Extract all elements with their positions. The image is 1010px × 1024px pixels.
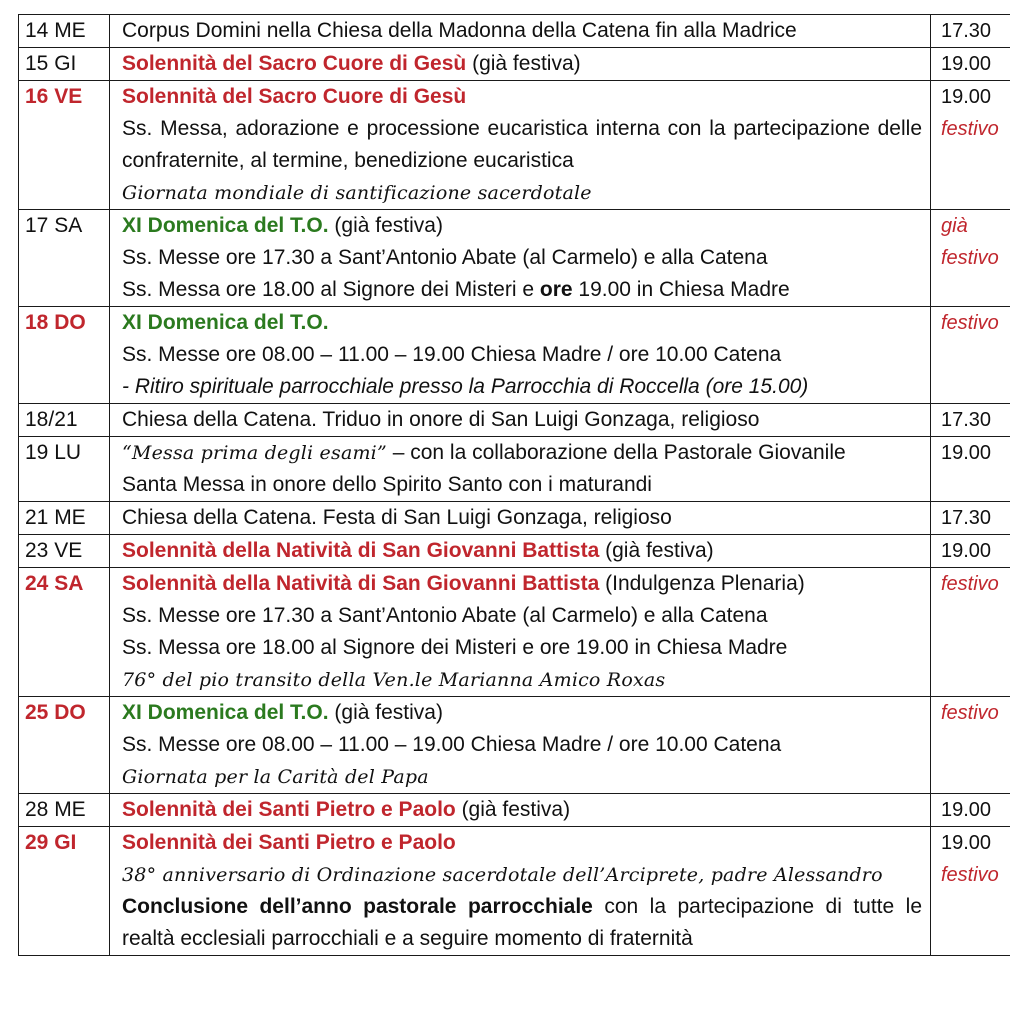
event-description (110, 404, 931, 437)
event-description (110, 535, 931, 568)
text-segment: Ss. Messa, adorazione e processione eucaristica interna con la partecipazione delle confraternite, al termine, benedizione eucaristica (122, 117, 922, 172)
event-date: 25 DO (19, 697, 110, 794)
description-line (122, 502, 922, 534)
description-line (122, 242, 922, 274)
time-label: 19.00 (941, 442, 992, 464)
event-date: 15 GI (19, 48, 110, 81)
description-line (122, 339, 922, 371)
text-segment: Ss. Messe ore 08.00 – 11.00 – 19.00 Chiesa Madre / ore 10.00 Catena (122, 343, 782, 366)
time-label: 17.30 (941, 409, 992, 431)
description-line (122, 113, 922, 177)
text-segment: Giornata per la Carità del Papa (122, 766, 429, 788)
calendar-row (19, 794, 1010, 827)
description-line (122, 404, 922, 436)
event-description (110, 697, 931, 794)
event-date: 19 LU (19, 437, 110, 502)
festivo-label: festivo (941, 118, 999, 140)
text-segment: - Ritiro spirituale parrocchiale presso la Parrocchia di Roccella (ore 15.00) (122, 375, 809, 398)
text-segment: Conclusione dell’anno pastorale parrocchiale (122, 895, 593, 918)
event-time (931, 437, 1010, 502)
event-description (110, 794, 931, 827)
description-line (122, 307, 922, 339)
time-label: 19.00 (941, 53, 992, 75)
event-time (931, 794, 1010, 827)
description-line (122, 371, 922, 403)
text-segment: con la partecipazione di tutte le realtà ecclesiali parrocchiali e a seguire momento di fraternità (122, 895, 923, 950)
calendar-row (19, 307, 1010, 404)
event-date: 14 ME (19, 15, 110, 48)
text-segment: Solennità della Natività di San Giovanni Battista (122, 572, 600, 595)
description-line (122, 664, 922, 696)
text-segment: 76° del pio transito della Ven.le Marianna Amico Roxas (122, 669, 666, 691)
event-description (110, 48, 931, 81)
time-label: 19.00 (941, 86, 992, 108)
event-description (110, 307, 931, 404)
festivo-label: festivo (941, 312, 999, 334)
text-segment: (già festiva) (328, 701, 443, 724)
text-segment: Solennità dei Santi Pietro e Paolo (122, 798, 456, 821)
text-segment: Ss. Messe ore 08.00 – 11.00 – 19.00 Chiesa Madre / ore 10.00 Catena (122, 733, 782, 756)
event-description (110, 502, 931, 535)
description-line (122, 48, 922, 80)
description-line (122, 210, 922, 242)
event-date: 29 GI (19, 827, 110, 956)
calendar-row (19, 568, 1010, 697)
event-time (931, 48, 1010, 81)
time-label: 19.00 (941, 540, 992, 562)
description-line (122, 469, 922, 501)
description-line (122, 697, 922, 729)
festivo-label: già (941, 215, 968, 237)
text-segment: Chiesa della Catena. Triduo in onore di San Luigi Gonzaga, religioso (122, 408, 760, 431)
calendar-row (19, 48, 1010, 81)
description-line (122, 568, 922, 600)
text-segment: Solennità della Natività di San Giovanni Battista (122, 539, 600, 562)
event-date: 16 VE (19, 81, 110, 210)
event-time (931, 307, 1010, 404)
calendar-table (18, 14, 1010, 956)
text-segment: XI Domenica del T.O. (122, 311, 329, 334)
event-time (931, 502, 1010, 535)
calendar-row (19, 15, 1010, 48)
text-segment: Corpus Domini nella Chiesa della Madonna della Catena fin alla Madrice (122, 19, 797, 42)
event-description (110, 827, 931, 956)
calendar-row (19, 81, 1010, 210)
text-segment: XI Domenica del T.O. (122, 701, 329, 724)
calendar-row (19, 210, 1010, 307)
festivo-label: festivo (941, 702, 999, 724)
text-segment: (già festiva) (455, 798, 571, 821)
calendar-row (19, 404, 1010, 437)
calendar-body (19, 15, 1010, 956)
text-segment: Chiesa della Catena. Festa di San Luigi Gonzaga, religioso (122, 506, 672, 529)
text-segment: ore (539, 278, 573, 301)
event-time (931, 535, 1010, 568)
text-segment: Solennità del Sacro Cuore di Gesù (122, 52, 467, 75)
description-line (122, 827, 922, 859)
event-date: 17 SA (19, 210, 110, 307)
text-segment: Santa Messa in onore dello Spirito Santo con i maturandi (122, 473, 652, 496)
event-time (931, 568, 1010, 697)
text-segment: Ss. Messe ore 17.30 a Sant’Antonio Abate (al Carmelo) e alla Catena (122, 604, 768, 627)
text-segment: (già festiva) (599, 539, 714, 562)
description-line (122, 600, 922, 632)
text-segment: “Messa prima degli esami” (122, 442, 387, 464)
event-date: 23 VE (19, 535, 110, 568)
time-label: 19.00 (941, 832, 992, 854)
time-label: 17.30 (941, 20, 992, 42)
text-segment: 38° anniversario di Ordinazione sacerdotale dell’Arciprete, padre Alessandro (122, 864, 883, 886)
text-segment: Solennità dei Santi Pietro e Paolo (122, 831, 456, 854)
text-segment: Ss. Messe ore 17.30 a Sant’Antonio Abate (al Carmelo) e alla Catena (122, 246, 768, 269)
event-description (110, 81, 931, 210)
text-segment: – con la collaborazione della Pastorale Giovanile (386, 441, 846, 464)
event-time (931, 697, 1010, 794)
event-description (110, 437, 931, 502)
event-date: 28 ME (19, 794, 110, 827)
event-description (110, 568, 931, 697)
event-date: 18/21 (19, 404, 110, 437)
time-label: 17.30 (941, 507, 992, 529)
description-line (122, 15, 922, 47)
festivo-label: festivo (941, 573, 999, 595)
text-segment: Ss. Messa ore 18.00 al Signore dei Misteri e ore 19.00 in Chiesa Madre (122, 636, 788, 659)
event-time (931, 404, 1010, 437)
festivo-label: festivo (941, 864, 999, 886)
calendar-row (19, 502, 1010, 535)
event-date: 24 SA (19, 568, 110, 697)
event-description (110, 15, 931, 48)
calendar-row (19, 827, 1010, 956)
text-segment: (già festiva) (328, 214, 443, 237)
description-line (122, 81, 922, 113)
description-line (122, 274, 922, 306)
text-segment: (Indulgenza Plenaria) (599, 572, 805, 595)
description-line (122, 437, 922, 469)
text-segment: Ss. Messa ore 18.00 al Signore dei Misteri e (122, 278, 540, 301)
calendar-row (19, 437, 1010, 502)
description-line (122, 632, 922, 664)
description-line (122, 535, 922, 567)
text-segment: 19.00 in Chiesa Madre (572, 278, 790, 301)
text-segment: XI Domenica del T.O. (122, 214, 329, 237)
event-time (931, 827, 1010, 956)
description-line (122, 729, 922, 761)
description-line (122, 177, 922, 209)
description-line (122, 794, 922, 826)
calendar-row (19, 697, 1010, 794)
event-time (931, 81, 1010, 210)
text-segment: (già festiva) (466, 52, 581, 75)
description-line (122, 859, 922, 891)
event-date: 18 DO (19, 307, 110, 404)
event-date: 21 ME (19, 502, 110, 535)
time-label: 19.00 (941, 799, 992, 821)
description-line (122, 891, 922, 955)
text-segment: Solennità del Sacro Cuore di Gesù (122, 85, 467, 108)
festivo-label: festivo (941, 247, 999, 269)
event-time (931, 15, 1010, 48)
event-description (110, 210, 931, 307)
text-segment: Giornata mondiale di santificazione sacerdotale (122, 182, 592, 204)
description-line (122, 761, 922, 793)
event-time (931, 210, 1010, 307)
calendar-row (19, 535, 1010, 568)
